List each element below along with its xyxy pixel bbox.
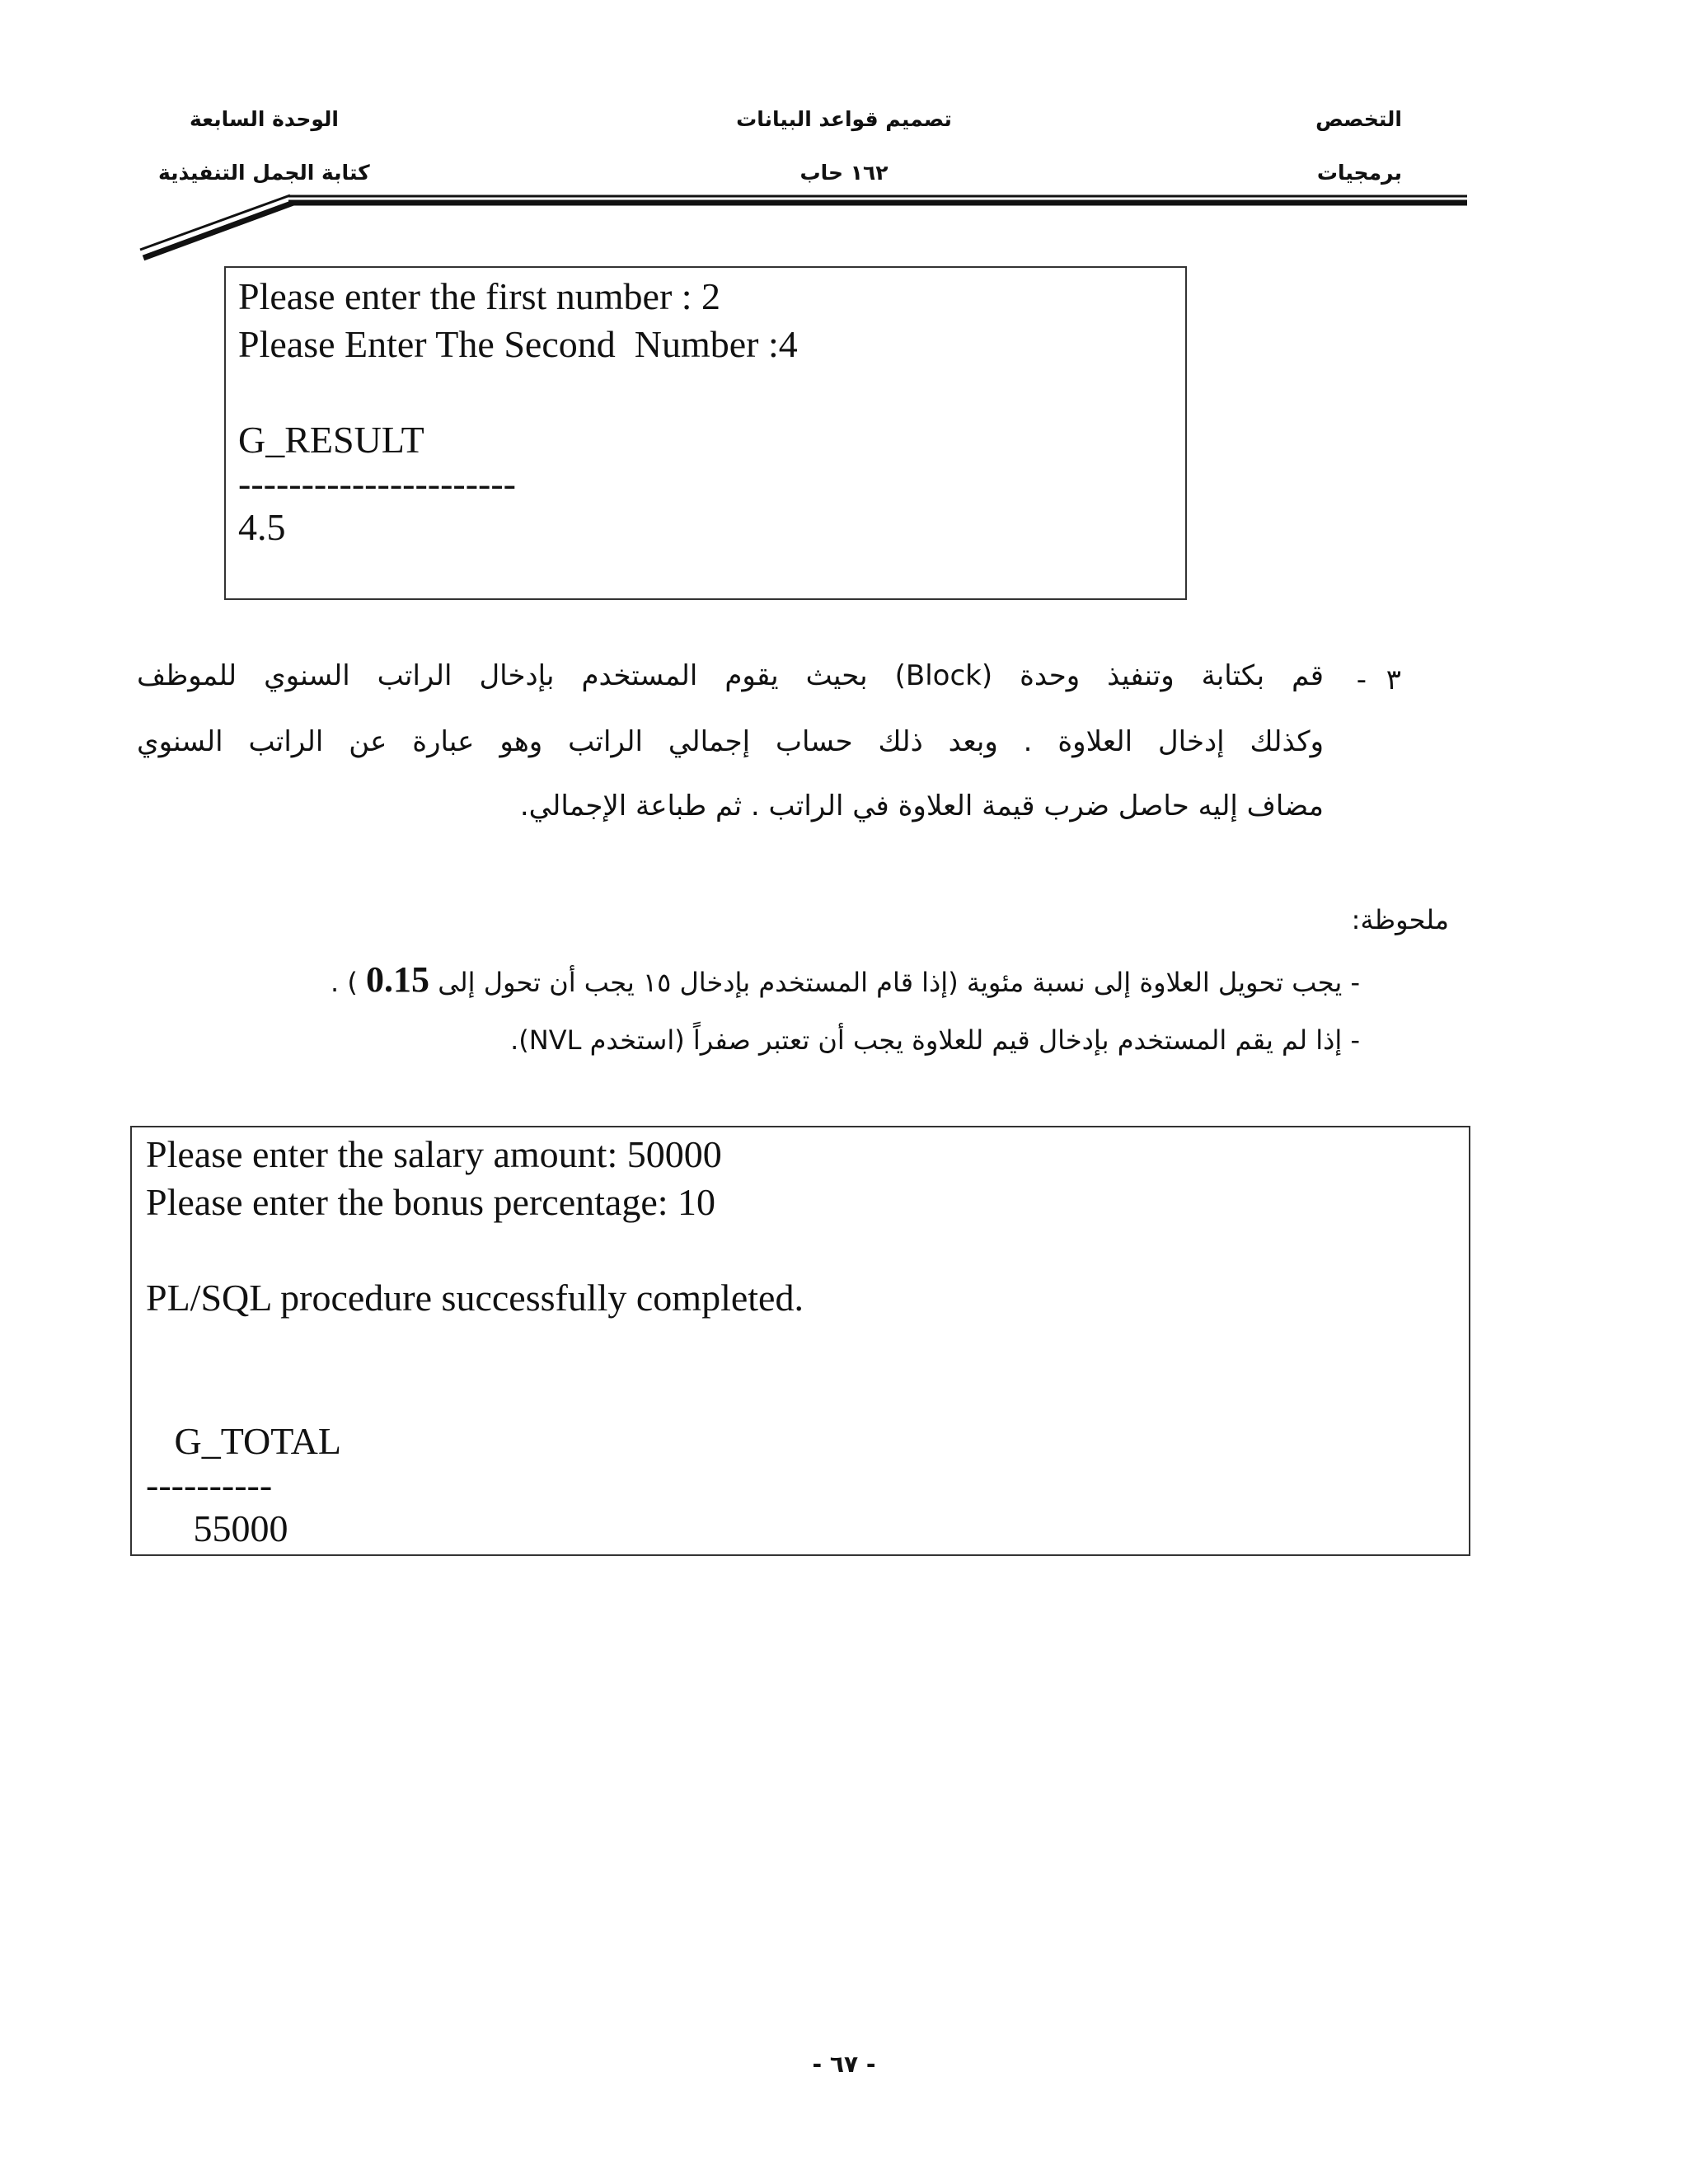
question-number: ٣ <box>1386 663 1401 696</box>
note-item-1 <box>331 958 1360 1001</box>
output-line: Please Enter The Second Number :4 <box>238 323 798 365</box>
note-item-1-value: 0.15 <box>366 959 430 1000</box>
output-line: 55000 <box>146 1507 288 1549</box>
sql-output-box-1 <box>224 266 1187 600</box>
note-title: ملحوظة: <box>1351 904 1449 935</box>
note-item-1-text: - يجب تحويل العلاوة إلى نسبة مئوية (إذا قام المستخدم بإدخال ١٥ يجب أن تحول إلى <box>429 967 1360 998</box>
output-blank-line <box>146 1322 1469 1370</box>
output-line: PL/SQL procedure successfully completed. <box>146 1277 804 1319</box>
output-line: G_RESULT <box>238 419 424 461</box>
question-dash: - <box>1356 663 1367 696</box>
question-line: وكذلك إدخال العلاوة . وبعد ذلك حساب إجمالي الراتب وهو عبارة عن الراتب السنوي <box>137 725 1324 758</box>
output-line: ---------------------- <box>238 462 517 504</box>
note-item-2: - إذا لم يقم المستخدم بإدخال قيم للعلاوة يجب أن تعتبر صفراً (استخدم NVL). <box>510 1024 1360 1056</box>
page-number: - ٦٧ - <box>812 2050 876 2078</box>
output-blank-line <box>146 1226 1469 1274</box>
output-line: Please enter the first number : 2 <box>238 275 721 317</box>
note-item-1-end: ) . <box>331 967 367 998</box>
header-rule <box>0 0 1688 280</box>
question-line: قم بكتابة وتنفيذ وحدة (Block) بحيث يقوم المستخدم بإدخال الراتب السنوي للموظف <box>137 659 1324 692</box>
output-line: 4.5 <box>238 506 286 548</box>
output-blank-line <box>146 1370 1469 1418</box>
output-line: Please enter the bonus percentage: 10 <box>146 1181 716 1223</box>
specialty-value: برمجيات <box>1316 161 1402 185</box>
sql-output-box-2 <box>130 1126 1470 1556</box>
question-line: مضاف إليه حاصل ضرب قيمة العلاوة في الراتب . ثم طباعة الإجمالي. <box>519 790 1324 823</box>
course-title: تصميم قواعد البيانات <box>736 107 952 131</box>
output-line: G_TOTAL <box>146 1420 341 1462</box>
specialty-label: التخصص <box>1315 107 1402 131</box>
output-line: ---------- <box>146 1464 273 1506</box>
course-code: ١٦٢ حاب <box>799 161 889 185</box>
output-blank-line <box>238 368 1185 416</box>
unit-title: كتابة الجمل التنفيذية <box>158 161 370 185</box>
unit-label: الوحدة السابعة <box>190 107 339 131</box>
output-line: Please enter the salary amount: 50000 <box>146 1133 722 1175</box>
